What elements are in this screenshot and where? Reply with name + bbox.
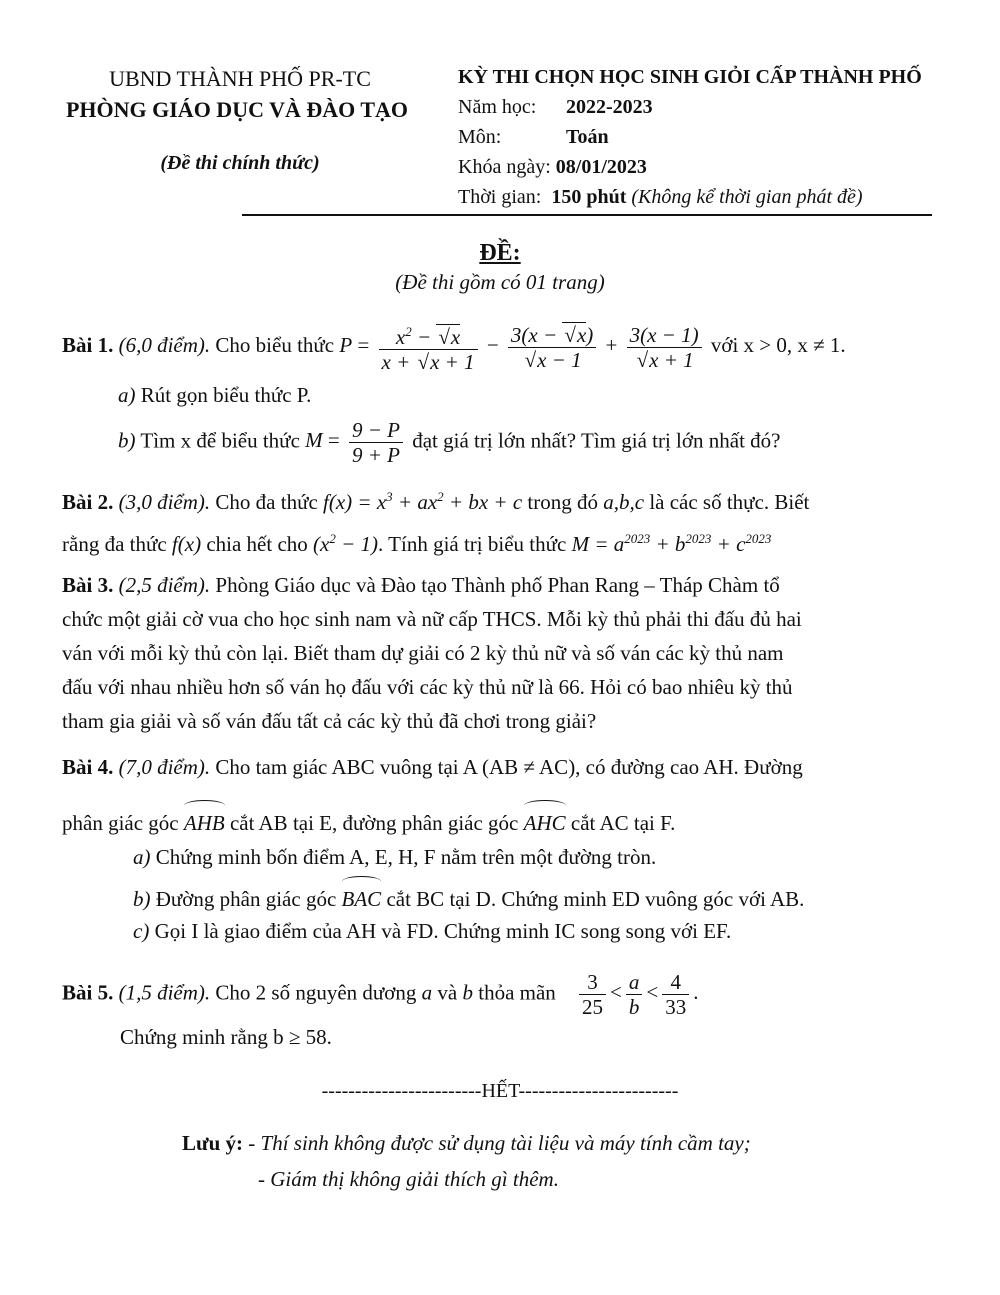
bai4-points: (7,0 điểm). [118, 755, 211, 779]
bai2-line1 [62, 480, 809, 519]
bai5-text2: và [437, 980, 458, 1005]
bai2-points: (3,0 điểm). [118, 490, 211, 514]
note-label: Lưu ý: [182, 1131, 244, 1155]
bai1a-label: a) [118, 383, 136, 407]
exam-time-label: Thời gian: [458, 186, 542, 208]
bai4a-label: a) [133, 845, 151, 869]
bai1-text: Cho biểu thức [215, 332, 335, 357]
bai4c [133, 914, 731, 948]
bai4-text2b: cắt AB tại E, đường phân giác góc [229, 811, 519, 835]
bai5-label: Bài 5. [62, 980, 114, 1005]
angle-bac: BAC [342, 876, 382, 916]
note-line2: - Giám thị không giải thích gì thêm. [258, 1167, 559, 1191]
bai4a [133, 840, 656, 874]
bai3-line1 [62, 568, 780, 602]
bai1b-formula: M = $\frac{9 - P}{9 + P}$ [305, 428, 407, 452]
bai4-line2 [62, 800, 675, 840]
angle-ahc: AHC [524, 800, 566, 840]
bai1a-text: Rút gọn biểu thức P. [140, 383, 312, 407]
var-a: a [421, 980, 433, 1005]
official-exam-note: (Đề thi chính thức) [160, 152, 320, 174]
header-divider [242, 214, 932, 216]
bai4-text2a: phân giác góc [62, 811, 179, 835]
subject-label: Môn: [458, 126, 502, 148]
bai4-text2c: cắt AC tại F. [570, 811, 676, 835]
exam-date-value: 08/01/2023 [555, 156, 647, 178]
exam-heading: ĐỀ: [479, 240, 521, 266]
page-count-note: (Đề thi gồm có 01 trang) [395, 270, 605, 294]
subject-value: Toán [566, 126, 609, 148]
bai4-line1 [62, 750, 803, 784]
bai1a [118, 378, 311, 412]
bai2-text6: . Tính giá trị biểu thức [378, 532, 567, 556]
bai2-text4: rằng đa thức [62, 532, 167, 556]
bai2-text3: là các số thực. Biết [649, 490, 810, 514]
bai2-line2 [62, 522, 771, 561]
bai4-label: Bài 4. [62, 755, 114, 779]
exam-time [458, 186, 863, 209]
exam-date [458, 156, 647, 179]
bai2-vars: a,b,c [603, 490, 645, 514]
bai3-line3: ván với mỗi kỳ thủ còn lại. Biết tham dự giải có 2 kỳ thủ nữ và số ván các kỳ thủ nam [62, 641, 784, 665]
bai2-text2: trong đó [527, 490, 598, 514]
end-marker: ------------------------HẾT------------------------ [321, 1080, 679, 1102]
bai4a-text: Chứng minh bốn điểm A, E, H, F nằm trên một đường tròn. [155, 845, 657, 869]
bai1b [118, 418, 780, 467]
bai5-line1 [62, 970, 698, 1019]
bai1-label: Bài 1. [62, 332, 114, 357]
school-year [458, 96, 653, 119]
bai5-line2: Chứng minh rằng b ≥ 58. [120, 1025, 332, 1049]
bai4-text1: Cho tam giác ABC vuông tại A (AB ≠ AC), có đường cao AH. Đường [215, 755, 803, 779]
school-year-value: 2022-2023 [566, 96, 653, 118]
bai1-condition: với x > 0, x ≠ 1. [710, 332, 846, 357]
bai3-line2: chức một giải cờ vua cho học sinh nam và nữ cấp THCS. Mỗi kỳ thủ phải thi đấu đủ hai [62, 607, 802, 631]
bai5-points: (1,5 điểm). [118, 980, 211, 1005]
note-line1 [182, 1126, 751, 1160]
note-text1: - Thí sinh không được sử dụng tài liệu và máy tính cầm tay; [248, 1131, 751, 1155]
bai2-expression: $M = a^{2023} + b^{2023} + c^{2023}$ [571, 531, 772, 556]
bai4b [133, 876, 804, 916]
exam-time-note: (Không kể thời gian phát đề) [631, 186, 863, 208]
bai3-points: (2,5 điểm). [118, 573, 211, 597]
bai3-line5: tham gia giải và số ván đấu tất cả các kỳ thủ đã chơi trong giải? [62, 709, 597, 733]
bai5-inequality: $\frac{3}{25}$ < $\frac{a}{b}$ < $\frac{4}{33}$ . [575, 980, 698, 1004]
bai3-label: Bài 3. [62, 573, 114, 597]
bai1-points: (6,0 điểm). [118, 332, 211, 357]
bai2-label: Bài 2. [62, 490, 114, 514]
angle-ahb: AHB [184, 800, 225, 840]
bai1b-text1: Tìm x để biểu thức [140, 428, 300, 453]
bai3-text1: Phòng Giáo dục và Đào tạo Thành phố Phan Rang – Tháp Chàm tổ [215, 573, 780, 597]
bai2-fx: f(x) [171, 532, 202, 556]
bai4c-label: c) [133, 919, 150, 943]
bai5-text3: thỏa mãn [478, 980, 556, 1005]
bai5-text1: Cho 2 số nguyên dương [215, 980, 417, 1005]
subject [458, 126, 609, 149]
bai4b-label: b) [133, 887, 151, 911]
var-b: b [462, 980, 473, 1005]
bai2-divisor: $(x^2 - 1)$ [313, 531, 379, 556]
org-line2: PHÒNG GIÁO DỤC VÀ ĐÀO TẠO [65, 97, 409, 122]
bai2-polynomial: $f(x) = x^3 + ax^2$ + bx + c [323, 489, 523, 514]
bai1b-label: b) [118, 428, 136, 453]
bai2-text1: Cho đa thức [215, 490, 318, 514]
bai4b-text2: cắt BC tại D. Chứng minh ED vuông góc với AB. [386, 887, 805, 911]
exam-time-value: 150 phút [551, 186, 627, 208]
bai4b-text1: Đường phân giác góc [155, 887, 337, 911]
bai1-formula: P = $\frac{x^2 - √ x}{x + √ x + 1}$ − 3(x − √ x) √ x − 1 + 3(x − 1) √ x + 1 [339, 333, 710, 357]
exam-date-label: Khóa ngày: [458, 156, 551, 178]
exam-title: KỲ THI CHỌN HỌC SINH GIỎI CẤP THÀNH PHỐ [458, 66, 922, 88]
org-line1: UBND THÀNH PHỐ PR-TC [109, 66, 371, 91]
bai1b-text2: đạt giá trị lớn nhất? Tìm giá trị lớn nhất đó? [412, 428, 781, 453]
school-year-label: Năm học: [458, 96, 537, 118]
bai4c-text: Gọi I là giao điểm của AH và FD. Chứng minh IC song song với EF. [154, 919, 732, 943]
bai2-text5: chia hết cho [206, 532, 308, 556]
bai1-statement [62, 320, 846, 374]
bai3-line4: đấu với nhau nhiều hơn số ván họ đấu với các kỳ thủ nữ là 66. Hỏi có bao nhiêu kỳ thủ [62, 675, 793, 699]
